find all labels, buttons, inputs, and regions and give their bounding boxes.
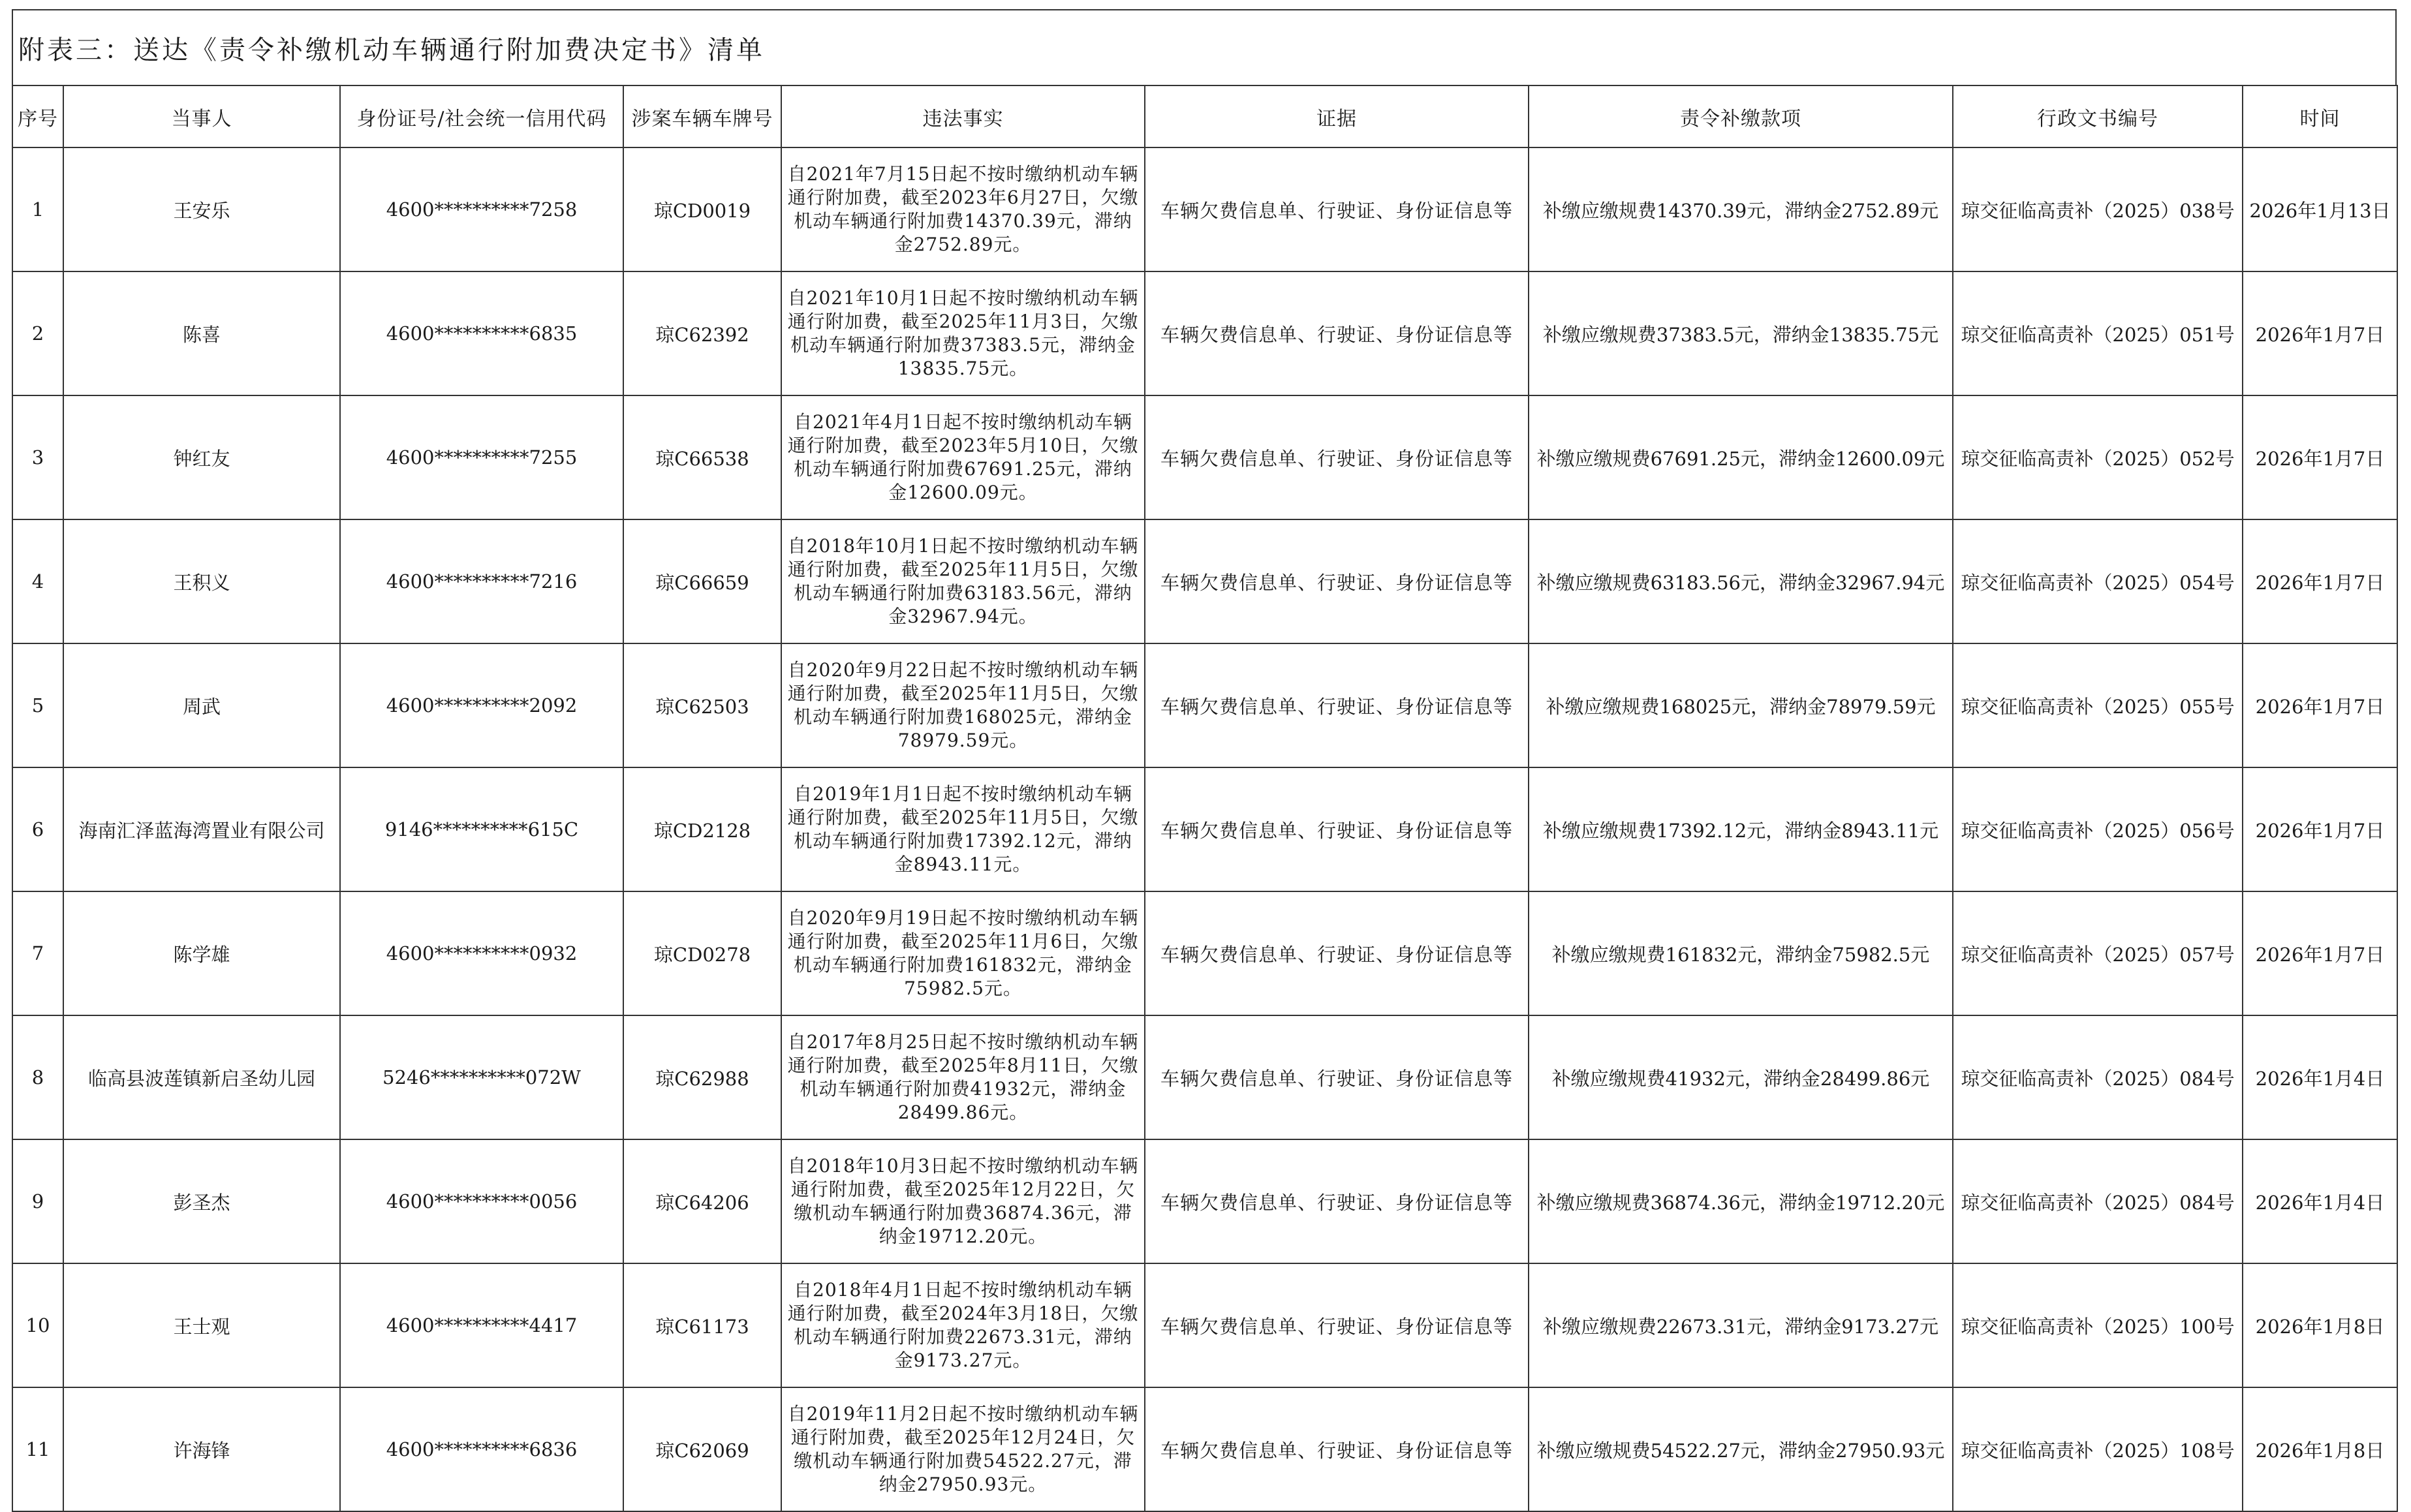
cell-doc-number: 琼交征临高责补（2025）100号 xyxy=(1953,1263,2243,1387)
delivery-list-table xyxy=(12,85,2398,1512)
header-seq: 序号 xyxy=(12,85,63,147)
cell-party: 彭圣杰 xyxy=(63,1139,340,1263)
cell-plate: 琼C66538 xyxy=(623,395,781,519)
cell-fact: 自2018年10月1日起不按时缴纳机动车辆通行附加费，截至2025年11月5日，欠缴机动车辆通行附加费63183.56元，滞纳金32967.94元。 xyxy=(781,519,1145,643)
cell-evidence: 车辆欠费信息单、行驶证、身份证信息等 xyxy=(1145,1139,1529,1263)
cell-fact: 自2020年9月19日起不按时缴纳机动车辆通行附加费，截至2025年11月6日，欠缴机动车辆通行附加费161832元，滞纳金75982.5元。 xyxy=(781,891,1145,1015)
cell-evidence: 车辆欠费信息单、行驶证、身份证信息等 xyxy=(1145,519,1529,643)
cell-payment: 补缴应缴规费63183.56元，滞纳金32967.94元 xyxy=(1529,519,1953,643)
cell-plate: 琼C66659 xyxy=(623,519,781,643)
cell-evidence: 车辆欠费信息单、行驶证、身份证信息等 xyxy=(1145,1263,1529,1387)
cell-doc-number: 琼交征临高责补（2025）051号 xyxy=(1953,271,2243,395)
cell-party: 王积义 xyxy=(63,519,340,643)
table-row xyxy=(12,643,2397,767)
cell-party: 陈喜 xyxy=(63,271,340,395)
cell-party: 临高县波莲镇新启圣幼儿园 xyxy=(63,1015,340,1139)
header-doc: 行政文书编号 xyxy=(1953,85,2243,147)
cell-seq: 11 xyxy=(12,1387,63,1511)
cell-doc-number: 琼交征临高责补（2025）056号 xyxy=(1953,767,2243,891)
cell-id-number: 4600**********6835 xyxy=(340,271,623,395)
cell-doc-number: 琼交征临高责补（2025）055号 xyxy=(1953,643,2243,767)
cell-doc-number: 琼交征临高责补（2025）057号 xyxy=(1953,891,2243,1015)
cell-time: 2026年1月7日 xyxy=(2243,767,2397,891)
cell-time: 2026年1月8日 xyxy=(2243,1263,2397,1387)
cell-fact: 自2017年8月25日起不按时缴纳机动车辆通行附加费，截至2025年8月11日，欠缴机动车辆通行附加费41932元，滞纳金28499.86元。 xyxy=(781,1015,1145,1139)
cell-plate: 琼C62988 xyxy=(623,1015,781,1139)
cell-seq: 8 xyxy=(12,1015,63,1139)
cell-party: 周武 xyxy=(63,643,340,767)
cell-time: 2026年1月7日 xyxy=(2243,519,2397,643)
cell-id-number: 9146**********615C xyxy=(340,767,623,891)
cell-time: 2026年1月4日 xyxy=(2243,1015,2397,1139)
header-id: 身份证号/社会统一信用代码 xyxy=(340,85,623,147)
cell-party: 王安乐 xyxy=(63,147,340,271)
cell-time: 2026年1月7日 xyxy=(2243,271,2397,395)
cell-seq: 2 xyxy=(12,271,63,395)
cell-payment: 补缴应缴规费14370.39元，滞纳金2752.89元 xyxy=(1529,147,1953,271)
table-header-row xyxy=(12,85,2397,147)
cell-plate: 琼C62503 xyxy=(623,643,781,767)
cell-seq: 1 xyxy=(12,147,63,271)
cell-evidence: 车辆欠费信息单、行驶证、身份证信息等 xyxy=(1145,395,1529,519)
table-row xyxy=(12,1139,2397,1263)
header-party: 当事人 xyxy=(63,85,340,147)
cell-id-number: 4600**********0932 xyxy=(340,891,623,1015)
cell-fact: 自2018年4月1日起不按时缴纳机动车辆通行附加费，截至2024年3月18日，欠缴机动车辆通行附加费22673.31元，滞纳金9173.27元。 xyxy=(781,1263,1145,1387)
header-fact: 违法事实 xyxy=(781,85,1145,147)
cell-doc-number: 琼交征临高责补（2025）052号 xyxy=(1953,395,2243,519)
table-row xyxy=(12,1263,2397,1387)
cell-payment: 补缴应缴规费22673.31元，滞纳金9173.27元 xyxy=(1529,1263,1953,1387)
cell-evidence: 车辆欠费信息单、行驶证、身份证信息等 xyxy=(1145,147,1529,271)
table-row xyxy=(12,767,2397,891)
cell-seq: 3 xyxy=(12,395,63,519)
table-row xyxy=(12,1387,2397,1511)
cell-payment: 补缴应缴规费168025元，滞纳金78979.59元 xyxy=(1529,643,1953,767)
cell-evidence: 车辆欠费信息单、行驶证、身份证信息等 xyxy=(1145,1015,1529,1139)
cell-party: 钟红友 xyxy=(63,395,340,519)
cell-time: 2026年1月8日 xyxy=(2243,1387,2397,1511)
page-title: 附表三：送达《责令补缴机动车辆通行附加费决定书》清单 xyxy=(12,9,2397,85)
cell-id-number: 4600**********7255 xyxy=(340,395,623,519)
header-payment: 责令补缴款项 xyxy=(1529,85,1953,147)
cell-doc-number: 琼交征临高责补（2025）084号 xyxy=(1953,1139,2243,1263)
cell-payment: 补缴应缴规费41932元，滞纳金28499.86元 xyxy=(1529,1015,1953,1139)
table-row xyxy=(12,395,2397,519)
cell-time: 2026年1月4日 xyxy=(2243,1139,2397,1263)
cell-doc-number: 琼交征临高责补（2025）084号 xyxy=(1953,1015,2243,1139)
header-evidence: 证据 xyxy=(1145,85,1529,147)
cell-id-number: 5246**********072W xyxy=(340,1015,623,1139)
table-row xyxy=(12,271,2397,395)
cell-plate: 琼C62069 xyxy=(623,1387,781,1511)
cell-id-number: 4600**********2092 xyxy=(340,643,623,767)
cell-fact: 自2018年10月3日起不按时缴纳机动车辆通行附加费，截至2025年12月22日，欠缴机动车辆通行附加费36874.36元，滞纳金19712.20元。 xyxy=(781,1139,1145,1263)
cell-doc-number: 琼交征临高责补（2025）108号 xyxy=(1953,1387,2243,1511)
cell-time: 2026年1月7日 xyxy=(2243,643,2397,767)
cell-seq: 10 xyxy=(12,1263,63,1387)
cell-seq: 4 xyxy=(12,519,63,643)
cell-id-number: 4600**********4417 xyxy=(340,1263,623,1387)
cell-plate: 琼C61173 xyxy=(623,1263,781,1387)
cell-party: 海南汇泽蓝海湾置业有限公司 xyxy=(63,767,340,891)
cell-seq: 6 xyxy=(12,767,63,891)
cell-plate: 琼C64206 xyxy=(623,1139,781,1263)
table-row xyxy=(12,519,2397,643)
cell-plate: 琼CD2128 xyxy=(623,767,781,891)
cell-fact: 自2019年1月1日起不按时缴纳机动车辆通行附加费，截至2025年11月5日，欠缴机动车辆通行附加费17392.12元，滞纳金8943.11元。 xyxy=(781,767,1145,891)
document-page xyxy=(12,9,2397,1498)
table-row xyxy=(12,1015,2397,1139)
table-row xyxy=(12,147,2397,271)
cell-party: 王士观 xyxy=(63,1263,340,1387)
header-plate: 涉案车辆车牌号 xyxy=(623,85,781,147)
cell-id-number: 4600**********0056 xyxy=(340,1139,623,1263)
cell-party: 许海锋 xyxy=(63,1387,340,1511)
cell-plate: 琼CD0278 xyxy=(623,891,781,1015)
cell-id-number: 4600**********7258 xyxy=(340,147,623,271)
header-time: 时间 xyxy=(2243,85,2397,147)
cell-fact: 自2020年9月22日起不按时缴纳机动车辆通行附加费，截至2025年11月5日，欠缴机动车辆通行附加费168025元，滞纳金78979.59元。 xyxy=(781,643,1145,767)
cell-doc-number: 琼交征临高责补（2025）038号 xyxy=(1953,147,2243,271)
cell-plate: 琼C62392 xyxy=(623,271,781,395)
cell-time: 2026年1月7日 xyxy=(2243,395,2397,519)
cell-time: 2026年1月13日 xyxy=(2243,147,2397,271)
cell-plate: 琼CD0019 xyxy=(623,147,781,271)
cell-seq: 9 xyxy=(12,1139,63,1263)
cell-payment: 补缴应缴规费17392.12元，滞纳金8943.11元 xyxy=(1529,767,1953,891)
cell-seq: 5 xyxy=(12,643,63,767)
cell-payment: 补缴应缴规费37383.5元，滞纳金13835.75元 xyxy=(1529,271,1953,395)
cell-payment: 补缴应缴规费54522.27元，滞纳金27950.93元 xyxy=(1529,1387,1953,1511)
cell-evidence: 车辆欠费信息单、行驶证、身份证信息等 xyxy=(1145,767,1529,891)
cell-evidence: 车辆欠费信息单、行驶证、身份证信息等 xyxy=(1145,271,1529,395)
cell-doc-number: 琼交征临高责补（2025）054号 xyxy=(1953,519,2243,643)
cell-payment: 补缴应缴规费161832元，滞纳金75982.5元 xyxy=(1529,891,1953,1015)
cell-fact: 自2021年4月1日起不按时缴纳机动车辆通行附加费，截至2023年5月10日，欠缴机动车辆通行附加费67691.25元，滞纳金12600.09元。 xyxy=(781,395,1145,519)
cell-evidence: 车辆欠费信息单、行驶证、身份证信息等 xyxy=(1145,891,1529,1015)
cell-seq: 7 xyxy=(12,891,63,1015)
cell-fact: 自2021年10月1日起不按时缴纳机动车辆通行附加费，截至2025年11月3日，欠缴机动车辆通行附加费37383.5元，滞纳金13835.75元。 xyxy=(781,271,1145,395)
cell-evidence: 车辆欠费信息单、行驶证、身份证信息等 xyxy=(1145,1387,1529,1511)
cell-id-number: 4600**********7216 xyxy=(340,519,623,643)
table-row xyxy=(12,891,2397,1015)
cell-time: 2026年1月7日 xyxy=(2243,891,2397,1015)
cell-payment: 补缴应缴规费36874.36元，滞纳金19712.20元 xyxy=(1529,1139,1953,1263)
cell-id-number: 4600**********6836 xyxy=(340,1387,623,1511)
cell-payment: 补缴应缴规费67691.25元，滞纳金12600.09元 xyxy=(1529,395,1953,519)
cell-party: 陈学雄 xyxy=(63,891,340,1015)
cell-evidence: 车辆欠费信息单、行驶证、身份证信息等 xyxy=(1145,643,1529,767)
cell-fact: 自2019年11月2日起不按时缴纳机动车辆通行附加费，截至2025年12月24日，欠缴机动车辆通行附加费54522.27元，滞纳金27950.93元。 xyxy=(781,1387,1145,1511)
cell-fact: 自2021年7月15日起不按时缴纳机动车辆通行附加费，截至2023年6月27日，欠缴机动车辆通行附加费14370.39元，滞纳金2752.89元。 xyxy=(781,147,1145,271)
